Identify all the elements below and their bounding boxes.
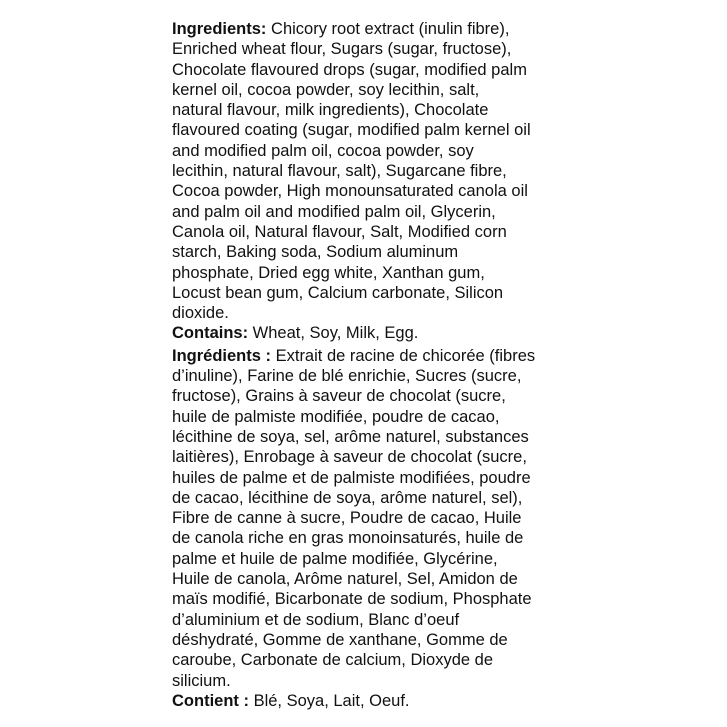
french-ingredients-line: fructose), Grains à saveur de chocolat (sucre, [172,387,506,406]
english-ingredients-line: starch, Baking soda, Sodium aluminum [172,243,459,262]
french-ingredients-line: déshydraté, Gomme de xanthane, Gomme de [172,630,508,649]
english-ingredients-line: and palm oil and modified palm oil, Glycerin, [172,202,496,221]
english-ingredients-block [172,19,572,344]
french-ingredients-line: caroube, Carbonate de calcium, Dioxyde de [172,651,494,670]
english-ingredients-line: Chocolate flavoured drops (sugar, modified palm [172,60,527,79]
english-ingredients-line [172,19,572,39]
french-ingredients-text: Extrait de racine de chicorée (fibres [271,346,536,365]
french-ingredients-line: huile de palmiste modifiée, poudre de cacao, [172,407,500,426]
french-ingredients-line: silicium. [172,671,231,690]
french-ingredients-line: de cacao, lécithine de soya, arôme naturel, sel), [172,488,523,507]
french-ingredients-line: lécithine de soya, sel, arôme naturel, substances [172,427,529,446]
french-ingredients-line [172,346,572,366]
french-ingredients-heading: Ingrédients : [172,346,272,365]
english-ingredients-line: Canola oil, Natural flavour, Salt, Modified corn [172,222,507,241]
french-ingredients-line: de canola riche en gras monoinsaturés, huile de [172,529,524,548]
french-ingredients-line: huiles de palme et de palmiste modifiées, poudre [172,468,531,487]
english-ingredients-line: Cocoa powder, High monounsaturated canola oil [172,182,528,201]
french-ingredients-line: Huile de canola, Arôme naturel, Sel, Amidon de [172,570,518,589]
english-ingredients-text: Chicory root extract (inulin fibre), [266,20,510,38]
english-ingredients-line: Enriched wheat flour, Sugars (sugar, fructose), [172,40,512,59]
english-ingredients-heading: Ingredients: [172,20,267,38]
english-contains-line [172,323,572,343]
english-ingredients-line: lecithin, natural flavour, salt), Sugarcane fibre, [172,162,507,181]
english-contains-text: Wheat, Soy, Milk, Egg. [248,324,419,343]
ingredient-label [172,19,572,711]
french-ingredients-line: palme et huile de palme modifiée, Glycérine, [172,549,498,568]
english-contains-heading: Contains: [172,324,249,343]
english-ingredients-line: dioxide. [172,304,229,323]
english-ingredients-line: Locust bean gum, Calcium carbonate, Silicon [172,283,504,302]
english-ingredients-line: and modified palm oil, cocoa powder, soy [172,141,474,160]
french-ingredients-line: laitières), Enrobage à saveur de chocolat (sucre, [172,448,527,467]
french-ingredients-line: Fibre de canne à sucre, Poudre de cacao, Huile [172,509,522,528]
french-ingredients-line: maïs modifié, Bicarbonate de sodium, Phosphate [172,590,532,609]
french-contains-text: Blé, Soya, Lait, Oeuf. [248,691,410,710]
french-ingredients-line: d’aluminium et de sodium, Blanc d’oeuf [172,610,460,629]
french-ingredients-line: d’inuline), Farine de blé enrichie, Sucres (sucre, [172,367,522,386]
french-contains-line [172,691,572,711]
french-contains-heading: Contient : [172,691,249,710]
english-ingredients-line: natural flavour, milk ingredients), Chocolate [172,101,489,120]
english-ingredients-line: kernel oil, cocoa powder, soy lecithin, salt, [172,80,480,99]
english-ingredients-line: phosphate, Dried egg white, Xanthan gum, [172,263,485,282]
french-ingredients-block [172,346,572,711]
english-ingredients-line: flavoured coating (sugar, modified palm kernel oil [172,121,531,140]
